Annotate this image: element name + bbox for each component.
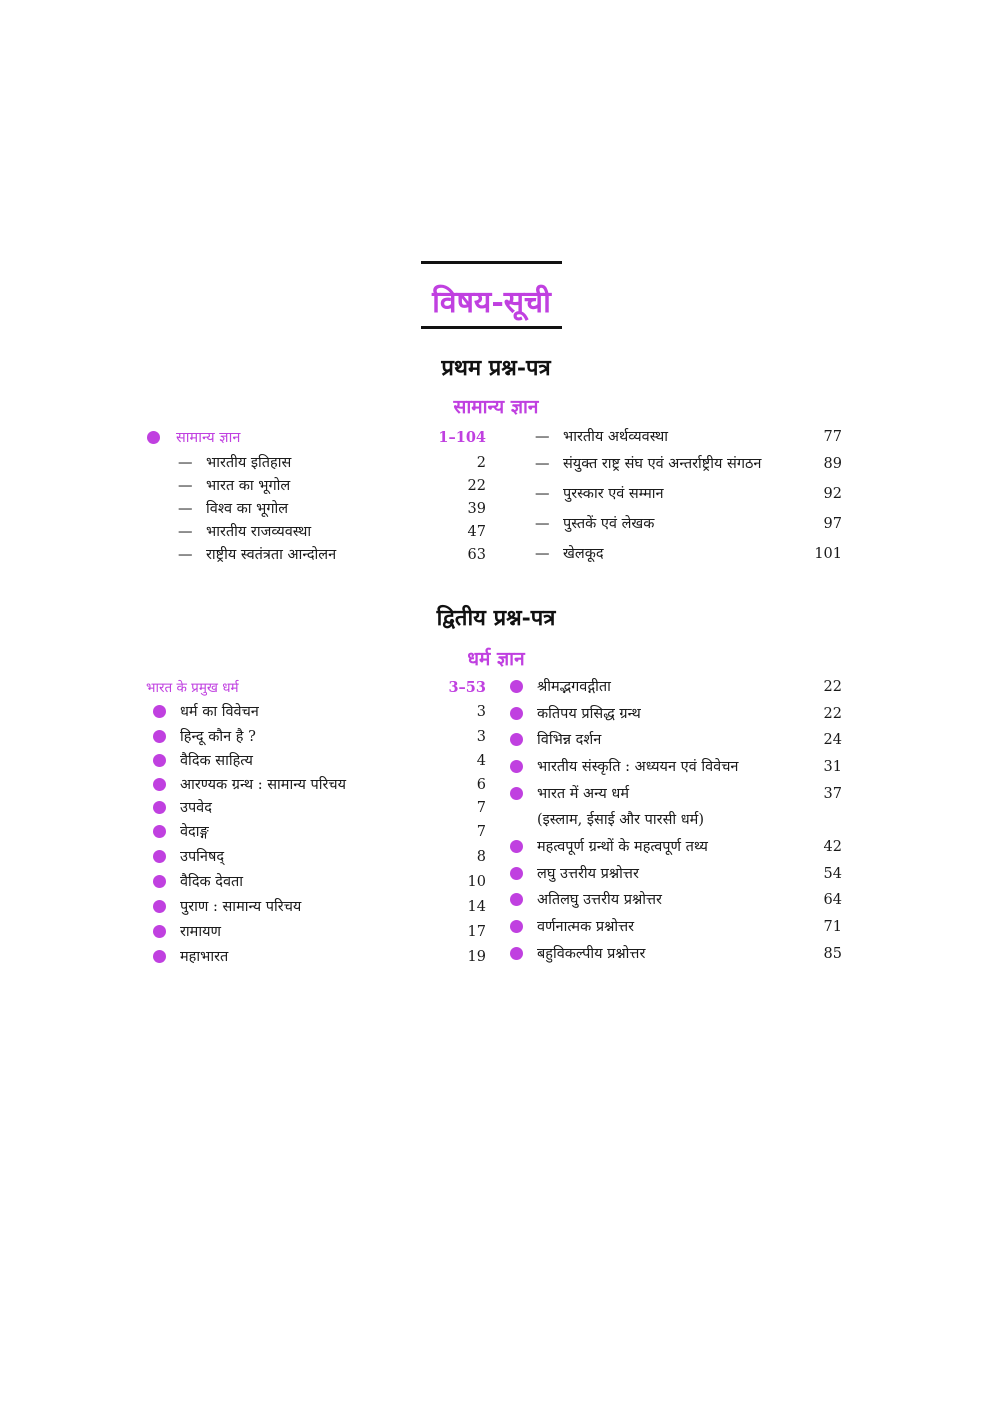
toc-item-label: वैदिक साहित्य xyxy=(180,753,253,769)
bullet-icon xyxy=(510,867,523,880)
dash-marker: — xyxy=(178,478,193,494)
toc-item-label: रामायण xyxy=(180,924,222,940)
toc-item xyxy=(153,773,486,797)
toc-item-page: 85 xyxy=(823,946,842,962)
toc-item-label: श्रीमद्भगवद्गीता xyxy=(537,679,611,695)
bullet-icon xyxy=(510,920,523,933)
toc-item-page: 6 xyxy=(476,777,486,793)
toc-item-page: 14 xyxy=(467,899,486,915)
toc-item xyxy=(178,497,486,521)
bullet-icon xyxy=(153,705,166,718)
toc-item-page: 17 xyxy=(467,924,486,940)
toc-item xyxy=(153,845,486,869)
toc-item-label: आरण्यक ग्रन्थ : सामान्य परिचय xyxy=(180,777,347,793)
toc-item-page: 92 xyxy=(823,486,842,502)
title-bottom-rule xyxy=(421,326,562,329)
toc-item-page: 31 xyxy=(823,759,842,775)
toc-item xyxy=(153,920,486,944)
toc-item-page: 2 xyxy=(476,455,486,471)
toc-item-page: 64 xyxy=(823,892,842,908)
toc-item xyxy=(535,425,842,449)
toc-item xyxy=(510,728,842,752)
bullet-icon xyxy=(153,778,166,791)
toc-item-page: 42 xyxy=(823,839,842,855)
paper1-subject: सामान्य ज्ञान xyxy=(453,396,539,418)
toc-item-label: भारत का भूगोल xyxy=(206,478,291,494)
toc-item xyxy=(153,945,486,969)
toc-item-label: वेदाङ्ग xyxy=(180,824,209,840)
page-title: विषय-सूची xyxy=(432,285,551,320)
toc-item-page: 7 xyxy=(476,824,486,840)
toc-item-label: पुराण : सामान्य परिचय xyxy=(180,899,302,915)
bullet-icon xyxy=(510,947,523,960)
toc-item xyxy=(153,870,486,894)
toc-item xyxy=(153,725,486,749)
toc-item-page: 63 xyxy=(467,547,486,563)
dash-marker: — xyxy=(178,501,193,517)
toc-item-label: वर्णनात्मक प्रश्नोत्तर xyxy=(537,919,635,935)
toc-item-page: 89 xyxy=(823,456,842,472)
toc-item-label: भारत में अन्य धर्म xyxy=(537,786,629,802)
toc-item xyxy=(153,796,486,820)
toc-item xyxy=(535,542,842,566)
dash-marker: — xyxy=(178,524,193,540)
bullet-icon xyxy=(153,875,166,888)
title-top-rule xyxy=(421,261,562,264)
bullet-icon xyxy=(510,787,523,800)
bullet-icon xyxy=(510,840,523,853)
dash-marker: — xyxy=(535,546,550,562)
toc-item-label: विश्व का भूगोल xyxy=(206,501,289,517)
toc-item-label: उपनिषद् xyxy=(180,849,225,865)
toc-item xyxy=(510,942,842,966)
bullet-icon xyxy=(153,754,166,767)
bullet-icon xyxy=(510,680,523,693)
bullet-icon xyxy=(510,893,523,906)
toc-item xyxy=(178,520,486,544)
toc-item xyxy=(153,895,486,919)
toc-item xyxy=(535,482,842,506)
toc-item xyxy=(178,474,486,498)
toc-item-page: 3 xyxy=(476,704,486,720)
toc-item-page: 77 xyxy=(823,429,842,445)
toc-item-page: 4 xyxy=(476,753,486,769)
dash-marker: — xyxy=(535,516,550,532)
toc-item-page: 71 xyxy=(823,919,842,935)
toc-item xyxy=(510,835,842,859)
dash-marker: — xyxy=(178,455,193,471)
toc-item xyxy=(535,512,842,536)
bullet-icon xyxy=(147,431,160,444)
toc-item-page: 37 xyxy=(823,786,842,802)
paper2-section-row xyxy=(146,676,486,700)
dash-marker: — xyxy=(535,456,550,472)
bullet-icon xyxy=(153,950,166,963)
toc-item-page: 19 xyxy=(467,949,486,965)
toc-item xyxy=(510,915,842,939)
toc-item-page: 101 xyxy=(814,546,842,562)
toc-item xyxy=(510,702,842,726)
toc-item-page: 24 xyxy=(823,732,842,748)
section-pages: 3–53 xyxy=(448,679,486,696)
toc-item-label: लघु उत्तरीय प्रश्नोत्तर xyxy=(537,866,639,882)
bullet-icon xyxy=(153,925,166,938)
toc-item-page: 54 xyxy=(823,866,842,882)
toc-item xyxy=(153,700,486,724)
toc-item xyxy=(510,675,842,699)
paper1-heading: प्रथम प्रश्न-पत्र xyxy=(441,355,551,381)
paper2-heading: द्वितीय प्रश्न-पत्र xyxy=(436,605,556,631)
paper1-section-row xyxy=(146,426,486,450)
bullet-icon xyxy=(153,900,166,913)
toc-item-label: राष्ट्रीय स्वतंत्रता आन्दोलन xyxy=(206,547,337,563)
toc-item-page: 22 xyxy=(467,478,486,494)
toc-item xyxy=(178,543,486,567)
toc-item-label: पुस्तकें एवं लेखक xyxy=(563,516,655,532)
toc-item-page: 22 xyxy=(823,706,842,722)
bullet-icon xyxy=(510,760,523,773)
toc-item-page: 8 xyxy=(476,849,486,865)
toc-item-label: उपवेद xyxy=(180,800,212,816)
paper2-subject: धर्म ज्ञान xyxy=(467,648,525,670)
bullet-icon xyxy=(153,825,166,838)
toc-item-page: 3 xyxy=(476,729,486,745)
section-label: सामान्य ज्ञान xyxy=(176,430,241,446)
toc-item-page: 7 xyxy=(476,800,486,816)
toc-item xyxy=(510,862,842,886)
toc-item xyxy=(510,888,842,912)
bullet-icon xyxy=(153,801,166,814)
toc-item-label: पुरस्कार एवं सम्मान xyxy=(563,486,664,502)
toc-item xyxy=(510,782,842,828)
toc-item-page: 39 xyxy=(467,501,486,517)
toc-item-page: 22 xyxy=(823,679,842,695)
toc-item-label: संयुक्त राष्ट्र संघ एवं अन्तर्राष्ट्रीय संगठन xyxy=(563,456,762,472)
toc-item-label: भारतीय राजव्यवस्था xyxy=(206,524,312,540)
section-label: भारत के प्रमुख धर्म xyxy=(146,680,239,696)
toc-item-sublabel: (इस्लाम, ईसाई और पारसी धर्म) xyxy=(537,812,705,828)
dash-marker: — xyxy=(535,429,550,445)
toc-item-label: भारतीय संस्कृति : अध्ययन एवं विवेचन xyxy=(537,759,739,775)
bullet-icon xyxy=(153,850,166,863)
toc-item xyxy=(153,749,486,773)
bullet-icon xyxy=(510,733,523,746)
section-pages: 1–104 xyxy=(438,429,486,446)
toc-item-label: विभिन्न दर्शन xyxy=(537,732,602,748)
toc-item-label: खेलकूद xyxy=(563,546,604,562)
toc-item-page: 97 xyxy=(823,516,842,532)
toc-item-label: हिन्दू कौन है ? xyxy=(180,729,256,745)
toc-item-label: महाभारत xyxy=(180,949,229,965)
toc-item-page: 47 xyxy=(467,524,486,540)
dash-marker: — xyxy=(535,486,550,502)
toc-item-label: अतिलघु उत्तरीय प्रश्नोत्तर xyxy=(537,892,662,908)
toc-item xyxy=(178,451,486,475)
toc-item-label: वैदिक देवता xyxy=(180,874,244,890)
toc-item-label: कतिपय प्रसिद्ध ग्रन्थ xyxy=(537,706,641,722)
toc-item-label: भारतीय इतिहास xyxy=(206,455,292,471)
dash-marker: — xyxy=(178,547,193,563)
toc-item-label: बहुविकल्पीय प्रश्नोत्तर xyxy=(537,946,646,962)
toc-item-label: भारतीय अर्थव्यवस्था xyxy=(563,429,669,445)
toc-item-label: महत्वपूर्ण ग्रन्थों के महत्वपूर्ण तथ्य xyxy=(537,839,708,855)
bullet-icon xyxy=(510,707,523,720)
toc-item-page: 10 xyxy=(467,874,486,890)
toc-item xyxy=(510,755,842,779)
toc-item xyxy=(153,820,486,844)
toc-item-label: धर्म का विवेचन xyxy=(180,704,259,720)
bullet-icon xyxy=(153,730,166,743)
toc-item xyxy=(535,452,842,476)
